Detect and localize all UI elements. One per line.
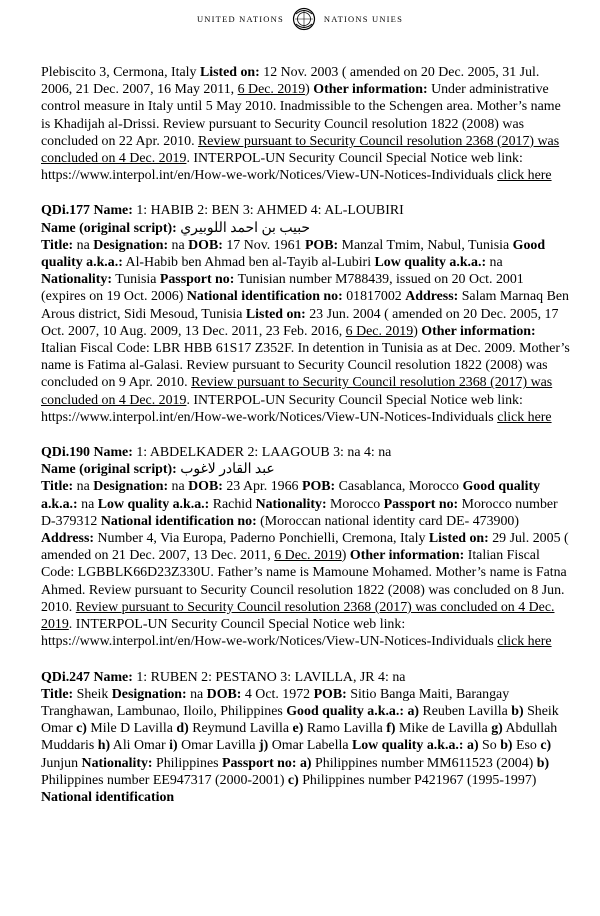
entry-qdi-177-original-script: Name (original script): حبيب بن احمد اللوبيري xyxy=(41,220,310,236)
amendment-link[interactable]: 6 Dec. 2019 xyxy=(237,82,306,98)
entry-qdi-177 xyxy=(41,202,571,426)
entry-qdi-190-name-line: QDi.190 Name: 1: ABDELKADER 2: LAAGOUB 3: na 4: na xyxy=(41,445,392,461)
review-link[interactable]: Review pursuant to Security Council resolution 2368 (2017) was concluded on 4 Dec. 2019 xyxy=(41,599,555,633)
entry-qdi-177-details: Title: na Designation: na DOB: 17 Nov. 1961 POB: Manzal Tmim, Nabul, Tunisia Good quality a.k.a.: Al-Habib ben Ahmad ben al-Tayib al-Lubiri Low quality a.k.a.: na Nationality: Tunisia Passport no: Tunisian number M788439, issued on 20 Oct. 2001 (expires on 19 Oct. 2006) National identification no: 01817002 Address: Salam Marnaq Ben Arous district, Sidi Mesoud, Tunisia Listed on: 23 Jun. 2004 ( amended on 20 Dec. 2005, 17 Oct. 2007, 10 Aug. 2009, 13 Dec. 2011, 23 Feb. 2016, 6 Dec. 2019) Other information: Italian Fiscal Code: LBR HBB 61S17 Z352F. In detention in Tunisia as at Dec. 2009. Mother’s name is Fatima al-Galasi. Review pursuant to Security Council resolution 1822 (2008) was concluded on 9 Apr. 2010. Review pursuant to Security Council resolution 2368 (2017) was concluded on 4 Dec. 2019. INTERPOL-UN Security Council Special Notice web link: https://www.interpol.int/en/How-we-work/Notices/View-UN-Notices-Individuals click here xyxy=(41,237,570,425)
document-body xyxy=(41,64,571,824)
entry-qdi-177-name-line: QDi.177 Name: 1: HABIB 2: BEN 3: AHMED 4: AL-LOUBIRI xyxy=(41,203,404,219)
entry-qdi-190-details: Title: na Designation: na DOB: 23 Apr. 1966 POB: Casablanca, Morocco Good quality a.k.a.: na Low quality a.k.a.: Rachid Nationality: Morocco Passport no: Morocco number D-379312 National identification no: (Moroccan national identity card DE- 473900) Address: Number 4, Via Europa, Paderno Ponchielli, Cremona, Italy Listed on: 29 Jul. 2005 ( amended on 21 Dec. 2007, 13 Dec. 2011, 6 Dec. 2019) Other information: Italian Fiscal Code: LGBBLK66D23Z330U. Father’s name is Mamoune Mohamed. Mother’s name is Fatna Ahmed. Review pursuant to Security Council resolution 1822 (2008) was concluded on 8 Jun. 2010. Review pursuant to Security Council resolution 2368 (2017) was concluded on 4 Dec. 2019. INTERPOL-UN Security Council Special Notice web link: https://www.interpol.int/en/How-we-work/Notices/View-UN-Notices-Individuals click here xyxy=(41,479,569,650)
header-united-nations: UNITED NATIONS xyxy=(196,14,284,24)
review-link[interactable]: Review pursuant to Security Council resolution 2368 (2017) was concluded on 4 Dec. 2019 xyxy=(41,375,553,408)
entry-qdi-247 xyxy=(41,669,571,807)
entry-qdi-190-original-script: Name (original script): عبد القادر لاغوب xyxy=(41,462,275,478)
review-link[interactable]: Review pursuant to Security Council resolution 2368 (2017) was concluded on 4 Dec. 2019 xyxy=(41,133,560,167)
entry-continuation xyxy=(41,64,571,184)
click-here-link[interactable]: click here xyxy=(497,168,552,184)
click-here-link[interactable]: click here xyxy=(497,634,552,650)
entry-qdi-190 xyxy=(41,444,571,650)
page-header xyxy=(0,4,600,34)
header-nations-unies: NATIONS UNIES xyxy=(323,14,404,24)
click-here-link[interactable]: click here xyxy=(497,409,552,425)
amendment-link[interactable]: 6 Dec. 2019 xyxy=(274,548,342,564)
entry-continuation-text: Plebiscito 3, Cermona, Italy Listed on: 12 Nov. 2003 ( amended on 20 Dec. 2005, 31 Jul. 2006, 21 Dec. 2007, 16 May 2011, 6 Dec. 2019) Other information: Under administrative control measure in Italy until 5 May 2010. Inadmissible to the Schengen area. Mother’s name is Khadijah al-Drissi. Review pursuant to Security Council resolution 1822 (2008) was concluded on 22 Apr. 2010. Review pursuant to Security Council resolution 2368 (2017) was concluded on 4 Dec. 2019. INTERPOL-UN Security Council Special Notice web link: https://www.interpol.int/en/How-we-work/Notices/View-UN-Notices-Individuals click here xyxy=(41,65,561,184)
entry-qdi-247-details: Title: Sheik Designation: na DOB: 4 Oct. 1972 POB: Sitio Banga Maiti, Barangay Tranghawan, Lambunao, Iloilo, Philippines Good quality a.k.a.: a) Reuben Lavilla b) Sheik Omar c) Mile D Lavilla d) Reymund Lavilla e) Ramo Lavilla f) Mike de Lavilla g) Abdullah Muddaris h) Ali Omar i) Omar Lavilla j) Omar Labella Low quality a.k.a.: a) So b) Eso c) Junjun Nationality: Philippines Passport no: a) Philippines number MM611523 (2004) b) Philippines number EE947317 (2000-2001) c) Philippines number P421967 (1995-1997) National identification xyxy=(41,686,559,805)
un-emblem-icon xyxy=(292,7,316,31)
amendment-link[interactable]: 6 Dec. 2019 xyxy=(345,323,414,339)
entry-qdi-247-name-line: QDi.247 Name: 1: RUBEN 2: PESTANO 3: LAVILLA, JR 4: na xyxy=(41,669,406,685)
